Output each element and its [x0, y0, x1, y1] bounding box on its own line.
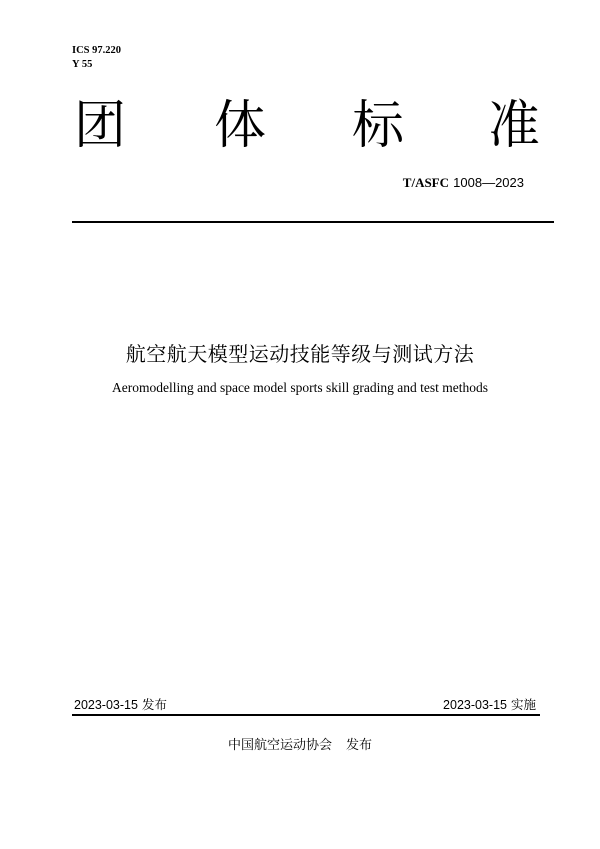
classification-codes [72, 44, 121, 72]
issue-date-line [74, 695, 167, 713]
publisher-name: 中国航空运动协会 [227, 738, 332, 753]
top-divider [72, 221, 554, 223]
standard-type-char-1: 团 [74, 96, 127, 156]
issue-label: 发布 [141, 697, 167, 712]
standard-type-char-2: 体 [214, 96, 267, 156]
issue-date: 2023-03-15 [74, 698, 138, 712]
ics-code: ICS 97.220 [72, 45, 122, 56]
standard-number-prefix: T/ASFC [402, 175, 450, 190]
standard-type-char-4: 准 [488, 96, 541, 156]
standard-type-char-3: 标 [352, 96, 405, 156]
title-chinese: 航空航天模型运动技能等级与测试方法 [125, 342, 475, 366]
implement-label: 实施 [510, 697, 536, 712]
standard-type-heading [74, 96, 540, 166]
publisher-action: 发布 [346, 738, 373, 753]
implement-date-line [443, 695, 536, 713]
implement-date: 2023-03-15 [443, 698, 507, 712]
ccs-code: Y 55 [72, 59, 93, 70]
bottom-divider [72, 714, 540, 716]
standard-number-value: 1008—2023 [453, 175, 524, 190]
title-english: Aeromodelling and space model sports skill grading and test methods [111, 380, 489, 395]
publisher-line [0, 734, 600, 753]
standard-number [403, 175, 524, 191]
